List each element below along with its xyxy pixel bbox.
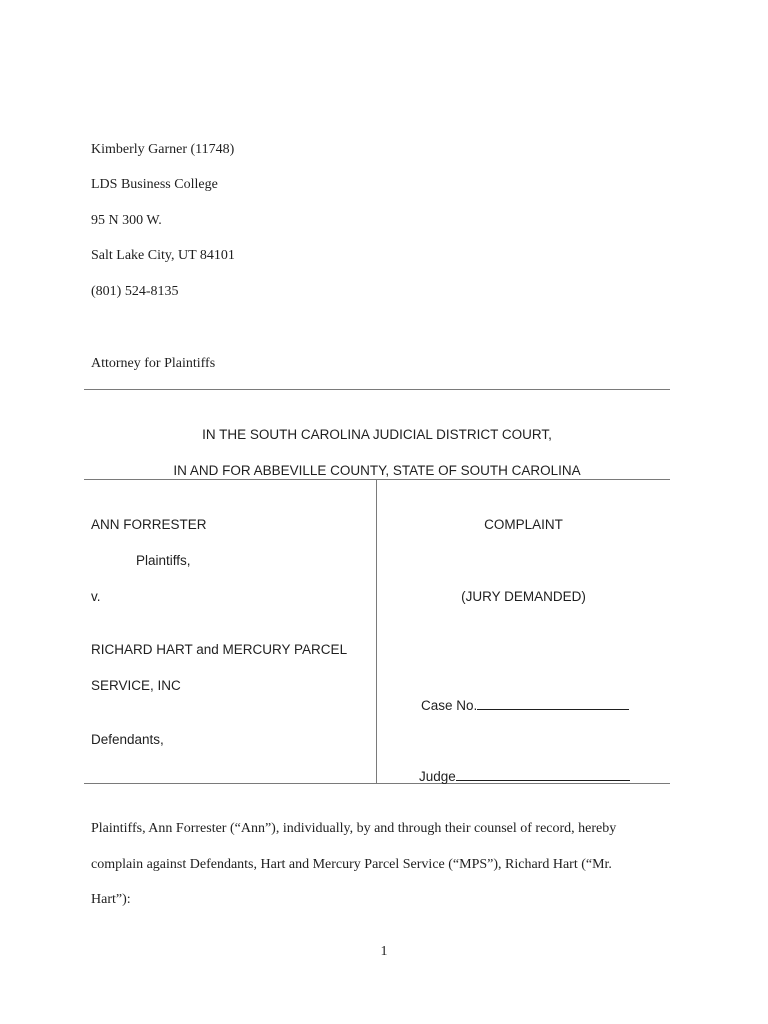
body-line-1: Plaintiffs, Ann Forrester (“Ann”), individually, by and through their counsel of record, hereby (91, 821, 617, 836)
jury-demand: (JURY DEMANDED) (461, 589, 586, 604)
judge-field (419, 768, 630, 784)
case-number-blank (477, 697, 629, 710)
plaintiff-label: Plaintiffs, (136, 553, 191, 568)
court-heading-line2: IN AND FOR ABBEVILLE COUNTY, STATE OF SOUTH CAROLINA (173, 463, 581, 478)
defendant-name-line2: SERVICE, INC (91, 678, 181, 693)
attorney-role: Attorney for Plaintiffs (91, 356, 216, 371)
judge-label: Judge (419, 769, 456, 784)
defendant-name-line1: RICHARD HART and MERCURY PARCEL (91, 642, 348, 657)
attorney-phone: (801) 524-8135 (91, 284, 179, 299)
defendant-label: Defendants, (91, 732, 164, 747)
attorney-name: Kimberly Garner (11748) (91, 142, 235, 157)
plaintiff-name: ANN FORRESTER (91, 517, 207, 532)
versus-label: v. (91, 589, 101, 604)
attorney-organization: LDS Business College (91, 177, 218, 192)
header-divider (84, 389, 670, 390)
caption-top-rule (84, 479, 670, 480)
body-line-3: Hart”): (91, 892, 131, 907)
attorney-city: Salt Lake City, UT 84101 (91, 248, 235, 263)
court-heading-line1: IN THE SOUTH CAROLINA JUDICIAL DISTRICT COURT, (202, 427, 552, 442)
document-title: COMPLAINT (484, 517, 563, 532)
attorney-street: 95 N 300 W. (91, 213, 162, 228)
case-number-label: Case No. (421, 698, 478, 713)
page-number: 1 (380, 944, 388, 959)
body-line-2: complain against Defendants, Hart and Mercury Parcel Service (“MPS”), Richard Hart (“Mr. (91, 857, 612, 872)
case-number-field (421, 697, 629, 713)
judge-blank (456, 768, 630, 781)
